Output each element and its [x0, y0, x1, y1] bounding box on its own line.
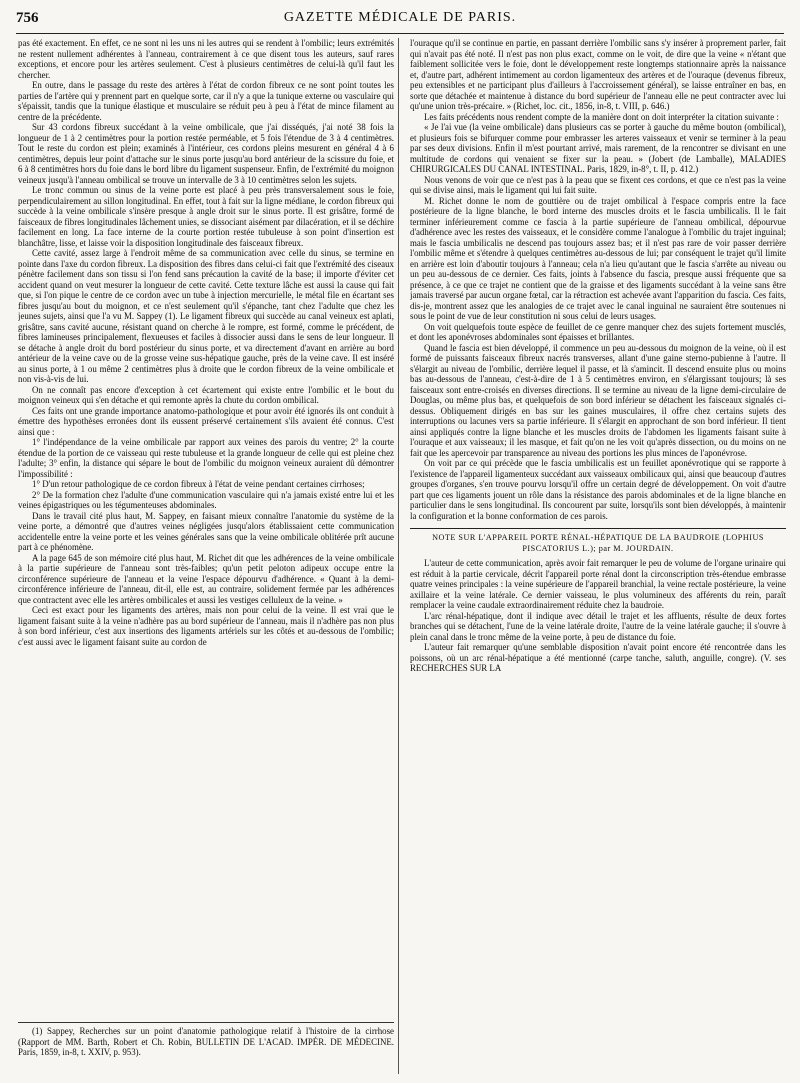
- paragraph: M. Richet donne le nom de gouttière ou de trajet ombilical à l'espace compris entre la face postérieure de la ligne blanche, le bord interne des muscles droits et le fascia umbilicalis. Il le fait terminer inférieurement comme ce fascia à la partie supérieure de l'anneau ombilical, dépourvue d'adhérence avec les restes des vaisseaux, et le considère comme l'analogue à l'ombilic du trajet inguinal; mais le fascia umbilicalis ne descend pas toujours assez bas; et il n'est pas rare de voir passer derrière l'ombilic même et s'étendre à quelques centimètres au-dessous de lui; par conséquent le trajet qu'il limite en arrière est loin d'aboutir toujours à l'anneau; cela n'a lieu qu'autant que le fascia s'arrête au niveau ou un peu au-dessous de ce dernier. Ces faits, joints à l'absence du fascia, presque aussi fréquente que sa présence, à ce que ce trajet ne contient que de la graisse et des ligaments succédant à la veine sans être jamais traversé par aucun organe fœtal, car la rétraction est achevée avant l'apparition du fascia. Ces faits, dis-je, montrent assez que les analogies de ce trajet avec le canal inguinal ne sauraient être soutenues ni sous le point de vue de leur constitution ni sous celui de leurs usages.: [410, 195, 786, 321]
- paragraph: L'auteur de cette communication, après avoir fait remarquer le peu de volume de l'organe urinaire qui est réduit à la partie cervicale, décrit l'appareil porte rénal dont la circonscription très-étendue embrasse quatre veines principales : la veine supérieure de l'appareil branchial, la veine rectale postérieure, la veine axillaire et la veine latérale. Ce dernier vaisseau, le plus volumineux des afférents du rein, paraît remplacer la veine caudale extraordinairement réduite chez la baudroie.: [410, 558, 786, 610]
- paragraph: 2° De la formation chez l'adulte d'une communication vasculaire qui n'a jamais existé entre lui et les veines épigastriques ou les tégumenteuses abdominales.: [18, 489, 394, 510]
- paragraph: l'ouraque qu'il se continue en partie, en passant derrière l'ombilic sans s'y insérer à proprement parler, fait qui n'avait pas été noté. Il n'est pas non plus exact, comme on le voit, de dire que la veine « n'étant que faiblement sollicitée vers le foie, dont le développement reste longtemps stationnaire après la naissance et, d'autre part, adhérent intimement au cordon ligamenteux des artères et de l'ouraque (devenus fibreux, peu extensibles et ne participant plus d'ailleurs à l'accroissement général), se laisse entraîner en bas, en sorte que détachée et maintenue à distance du bord supérieur de l'anneau elle ne peut contracter avec lui qu'une union très-précaire. » (Richet, loc. cit., 1856, in-8, t. VIII, p. 646.): [410, 38, 786, 111]
- header-rule: [16, 33, 784, 34]
- section-title: NOTE SUR L'APPAREIL PORTE RÉNAL-HÉPATIQUE DE LA BAUDROIE (LOPHIUS PISCATORIUS L.); par M. JOURDAIN.: [432, 533, 764, 553]
- paragraph: 1° l'indépendance de la veine ombilicale par rapport aux veines des parois du ventre; 2° la courte étendue de la portion de ce vaisseau qui reste tubuleuse et la grande longueur de celle qui est pleine chez l'adulte; 3° enfin, la distance qui sépare le bout de l'ombilic du moignon veineux auraient dû démontrer l'impossibilité :: [18, 437, 394, 479]
- paragraph: On voit quelquefois toute espèce de feuillet de ce genre manquer chez des sujets fortement musclés, et dont les aponévroses abdominales sont épaisses et brillantes.: [410, 321, 786, 342]
- page-header: [16, 10, 784, 30]
- column-divider: [398, 38, 399, 1074]
- section-rule: [410, 528, 786, 529]
- paragraph: L'auteur fait remarquer qu'une semblable disposition n'avait point encore été rencontrée dans les poissons, où un arc rénal-hépatique a été mentionné (carpe tanche, saluth, anguille, congre). (V. ses RECHERCHES SUR LA: [410, 642, 786, 673]
- paragraph: Quand le fascia est bien développé, il commence un peu au-dessous du moignon de la veine, où il est formé de puissants faisceaux fibreux nacrés transverses, allant d'une gaine sterno-pubienne à l'autre. Il s'élargit au niveau de l'ombilic, derrière lequel il passe, et là s'amincit. Il descend ensuite plus ou moins bas au-dessous de l'anneau, c'est-à-dire de 1 à 5 centimètres environ, en s'élargissant toujours; là ses faisceaux sont entre-croisés en diverses directions. Il se termine au niveau de la ligne demi-circulaire de Douglas, ou même plus bas, et quelquefois de son bord inférieur se détachent les faisceaux signalés ci-dessus. Obliquement dirigés en bas sur les gaines musculaires, il offre chez certains sujets des interruptions ou lacunes vers sa partie inférieure. Il s'élargit en approchant de son bord inférieur. Il tient ainsi appliqués contre la ligne blanche et les muscles droits de l'abdomen les ligaments faisant suite à l'ouraque et aux vaisseaux; il les masque, et fait qu'on ne les voit qu'après dissection, ou du moins on ne fait que les apercevoir par transparence au niveau des portions les plus minces de l'aponévrose.: [410, 342, 786, 458]
- footnote: [18, 1026, 394, 1058]
- paragraph: « Je l'ai vue (la veine ombilicale) dans plusieurs cas se porter à gauche du même bouton (ombilical), et plusieurs fois se bifurquer comme pour embrasser les arteres vaisseaux et venir se terminer à la peau par ses deux divisions. Enfin il m'est pourtant arrivé, mais rarement, de la rencontrer se divisant en une multitude de cordons qui venaient se fixer sur la peau. » (Jobert (de Lamballe), MALADIES CHIRURGICALES DU CANAL INTESTINAL. Paris, 1829, in-8°, t. II, p. 412.): [410, 122, 786, 174]
- right-column: [410, 38, 786, 1078]
- paragraph: L'arc rénal-hépatique, dont il indique avec détail le trajet et les affluents, résulte de deux fortes branches qui se détachent, l'une de la veine latérale droite, l'autre de la veine latérale gauche; il s'ouvre à plein canal dans le tronc même de la veine porte, à peu de distance du foie.: [410, 610, 786, 642]
- paragraph: Ceci est exact pour les ligaments des artères, mais non pour celui de la veine. Il est vrai que le ligament faisant suite à la veine n'adhère pas au bord supérieur de l'anneau, mais il n'adhère pas non plus à son bord inférieur, c'est aux insertions des ligaments artériels sur les côtés et au-dessous de l'ombilic; c'est aussi avec le ligament faisant suite au cordon de: [18, 605, 394, 647]
- page-number: 756: [16, 10, 39, 26]
- paragraph: pas été exactement. En effet, ce ne sont ni les uns ni les autres qui se rendent à l'ombilic; leurs extrémités ne restent nullement adhérentes à l'anneau, contrairement à ce que disent tous les auteurs, sauf rares exceptions, et encore pour les artères seulement. C'est à plusieurs centimètres de celui-là qu'il faut les chercher.: [18, 38, 394, 80]
- paragraph: 1° D'un retour pathologique de ce cordon fibreux à l'état de veine pendant certaines cirrhoses;: [32, 479, 365, 489]
- paragraph: Le tronc commun ou sinus de la veine porte est placé à peu près transversalement sous le foie, perpendiculairement au sillon longitudinal. En effet, tout à fait sur la ligne médiane, le cordon fibreux qui succède à la veine ombilicale s'insère presque à angle droit sur le sinus porte. Il est grisâtre, formé de faisceaux de fibres longitudinales lâchement unies, se dissociant aisément par dilacération, et il se déchire facilement en long. La face interne de la courte portion restée tubuleuse à son point d'insertion est blanchâtre, lisse, et laisse voir la disposition longitudinale des faisceaux fibreux.: [18, 185, 394, 248]
- paragraph: On ne connaît pas encore d'exception à cet écartement qui existe entre l'ombilic et le bout du moignon veineux qui s'en détache et qui remonte après la chute du cordon ombilical.: [18, 384, 394, 405]
- footnote-rule: [18, 1022, 394, 1023]
- paragraph: On voit par ce qui précède que le fascia umbilicalis est un feuillet aponévrotique qui se rapporte à l'existence de l'appareil ligamenteux succédant aux vaisseaux ombilicaux qui, ainsi que beaucoup d'autres groupes d'organes, s'en trouve pourvu lorsqu'il offre un certain degré de développement. On voit d'autre part que ces ligaments jouent un rôle dans la résistance des parois abdominales et de la ligne blanche en particulier dans le sens longitudinal. Ils concourent par suite, lorsqu'ils sont bien développés, à maintenir la configuration et la bonne conformation de ces parois.: [410, 458, 786, 521]
- left-column: [18, 38, 394, 1018]
- paragraph: Dans le travail cité plus haut, M. Sappey, en faisant mieux connaître l'anatomie du système de la veine porte, a démontré que d'autres veines négligées jusqu'alors établissaient cette communication accidentelle entre la veine porte et les veines générales sans que la veine ombilicale oblitérée prît aucune part à ce phénomène.: [18, 510, 394, 552]
- paragraph: Ces faits ont une grande importance anatomo-pathologique et pour avoir été ignorés ils ont conduit à émettre des hypothèses erronées dont ils eussent préservé certainement s'ils avaient été connus. C'est ainsi que :: [18, 405, 394, 437]
- running-title: GAZETTE MÉDICALE DE PARIS.: [283, 10, 517, 25]
- footnote-text: (1) Sappey, Recherches sur un point d'anatomie pathologique relatif à l'histoire de la cirrhose (Rapport de MM. Barth, Robert et Ch. Robin, BULLETIN DE L'ACAD. IMPÉR. DE MÉDECINE. Paris, 1859, in-8, t. XXIV, p. 953).: [18, 1026, 394, 1057]
- paragraph: En outre, dans le passage du reste des artères à l'état de cordon fibreux ce ne sont point toutes les parties de l'artère qui y prennent part en quelque sorte, car il n'y a que la tunique externe ou vasculaire qui s'épaissit, tandis que la tunique élastique et musculaire se réduit peu à peu à l'état de mince filament au centre de la précédente.: [18, 80, 394, 122]
- paragraph: Les faits précédents nous rendent compte de la manière dont on doit interpréter la citation suivante :: [424, 111, 779, 122]
- paragraph: A la page 645 de son mémoire cité plus haut, M. Richet dit que les adhérences de la veine ombilicale à la partie supérieure de l'anneau sont très-faibles; qu'un petit peloton adipeux occupe entre la circonférence supérieure de l'anneau et la veine l'espace dépourvu d'adhérence. « Quant à la demi-circonférence inférieure de l'anneau, dit-il, elle est, au contraire, solidement fermée par les adhérences que contractent avec elle les artères ombilicales et aussi les vestiges celluleux de la veine. »: [18, 552, 394, 605]
- paragraph: Nous venons de voir que ce n'est pas à la peau que se fixent ces cordons, et que ce n'est pas la veine qui se divise ainsi, mais le ligament qui lui fait suite.: [410, 174, 786, 195]
- paragraph: Cette cavité, assez large à l'endroit même de sa communication avec celle du sinus, se termine en pointe dans l'axe du cordon fibreux. La disposition des fibres dans celui-ci fait que l'extrémité des ciseaux pénètre facilement dans son tissu si l'on fend sans précaution la cavité de la base; il importe d'éviter cet accident quand on veut mesurer la longueur de cette cavité. Cette texture lâche est aussi la cause qui fait que, si l'on pique le centre de ce cordon avec un tube à injection mercurielle, le métal file en écartant ses fibres jusqu'au bout du moignon, et ce n'est seulement qu'il s'épanche, tant chez l'adulte que chez les jeunes sujets, ainsi que l'a vu M. Sappey (1). Le ligament fibreux qui succède au canal veineux est aplati, grisâtre, sans cavité aucune, résistant quand on cherche à le rompre, est formé, comme le précédent, de fibres lamineuses principalement, flexueuses et faciles à dissocier aussi dans le sens de leur longueur. Il se détache à angle droit du bord postérieur du sinus porte, et va directement d'avant en arrière au bord antérieur de la veine cave ou de la grosse veine sus-hépatique gauche, près de la veine cave. Il est inséré au sinus porte, à 1 ou même 2 centimètres plus à droite que le cordon fibreux de la veine ombilicale et non vis-à-vis de lui.: [18, 248, 394, 384]
- paragraph: Sur 43 cordons fibreux succédant à la veine ombilicale, que j'ai disséqués, j'ai noté 38 fois la longueur de 1 à 2 centimètres pour la portion restée perméable, et 5 fois l'étendue de 3 à 4 centimètres. Tout le reste du cordon est plein; examinés à l'intérieur, ces cordons pleins mesurent en général 4 à 6 centimètres, depuis leur point d'attache sur le sinus porte jusqu'au bord antérieur de la scissure du foie, et 6 à 8 centimètres hors du foie dans le bord libre du ligament suspenseur. Enfin, de l'extrémité du moignon veineux jusqu'à l'anneau ombilical se trouve un intervalle de 3 à 10 centimètres selon les sujets.: [18, 122, 394, 185]
